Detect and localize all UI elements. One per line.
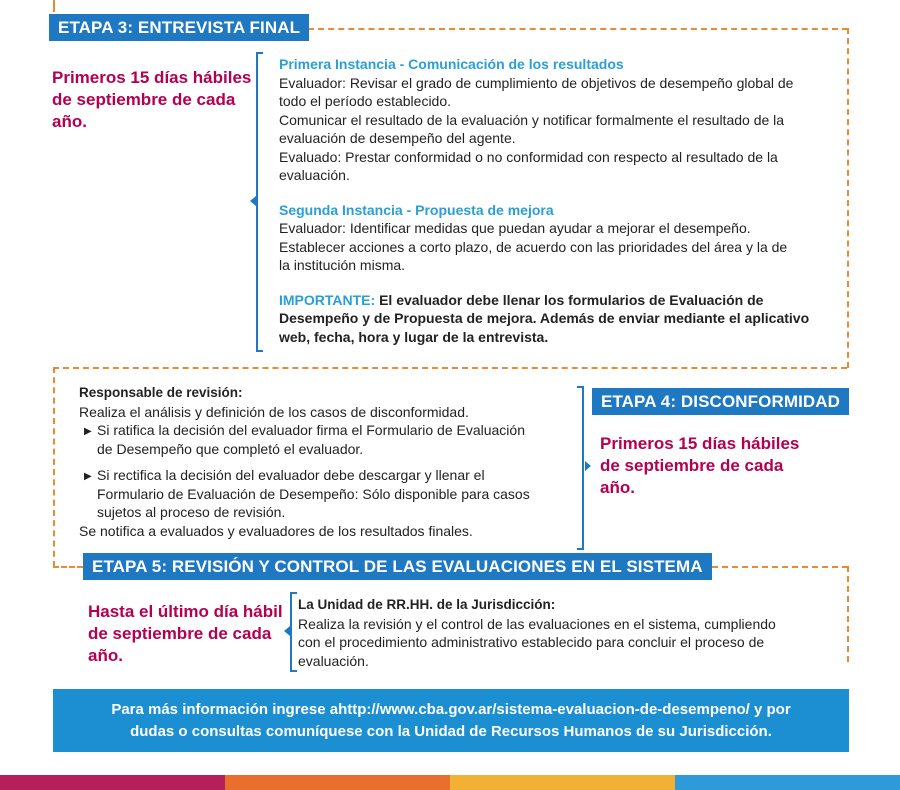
stage5-bracket-arrow [284, 626, 290, 636]
stage3-first-line: evaluación de desempeño del agente. [279, 130, 516, 146]
stage3-second-line: la institución misma. [279, 257, 406, 273]
stage4-responsible: Responsable de revisión: [79, 385, 243, 400]
stage5-period: Hasta el último día hábil de septiembre de cada año. [88, 602, 283, 665]
footer-line: Para más información ingrese ahttp://www.cba.gov.ar/sistema-evaluacion-de-desempeno/ y por [111, 700, 791, 718]
triangle-right-icon: ▶ [84, 426, 92, 437]
stripe-segment [675, 775, 900, 790]
stage3-second-line: Establecer acciones a corto plazo, de acuerdo con las prioridades del área y la de [279, 238, 788, 255]
triangle-right-icon: ▶ [84, 471, 92, 482]
stage3-first-line: evaluación. [279, 167, 350, 183]
stage3-period: Primeros 15 días hábiles de septiembre de cada año. [52, 68, 252, 131]
stage3-important-label: IMPORTANTE: [279, 291, 376, 308]
stage4-intro: Realiza el análisis y definición de los casos de disconformidad. [79, 403, 469, 420]
stage4-closing: Se notifica a evaluados y evaluadores de los resultados finales. [79, 522, 473, 539]
frame-right-stage3 [847, 28, 849, 368]
info-footer [53, 689, 849, 752]
stage3-bracket-arrow [250, 196, 256, 206]
stage3-second-line: Evaluador: Identificar medidas que puedan ayudar a mejorar el desempeño. [279, 220, 751, 236]
stage4-bullet-line: Si ratifica la decisión del evaluador firma el Formulario de Evaluación [97, 422, 525, 438]
stripe-segment [0, 775, 225, 790]
frame-top-stage5 [702, 566, 848, 568]
stage3-first-line: Evaluado: Prestar conformidad o no conformidad con respecto al resultado de la [279, 148, 778, 165]
stage3-first-line: Comunicar el resultado de la evaluación y notificar formalmente el resultado de la [279, 111, 785, 128]
frame-left-top [53, 0, 55, 12]
stage3-first-title: Primera Instancia - Comunicación de los resultados [279, 56, 624, 72]
stage4-period: Primeros 15 días hábiles de septiembre de cada año. [600, 434, 800, 497]
stage4-bullet-line: sujetos al proceso de revisión. [97, 504, 286, 520]
stage4-bullet [79, 466, 579, 522]
frame-left-stage4 [53, 367, 55, 567]
stage3-first-line: Evaluador: Revisar el grado de cumplimiento de objetivos de desempeño global de [279, 74, 794, 91]
stage4-bracket-arrow [585, 461, 591, 471]
frame-bottom-stage4 [53, 566, 83, 568]
frame-mid-divider [53, 367, 847, 369]
stage3-important-line: IMPORTANTE: El evaluador debe llenar los formularios de Evaluación de [279, 291, 764, 308]
stage3-bracket [256, 52, 263, 352]
stage5-badge: ETAPA 5: REVISIÓN Y CONTROL DE LAS EVALUACIONES EN EL SISTEMA [83, 553, 712, 580]
stage4-bullet-line: Formulario de Evaluación de Desempeño: Sólo disponible para casos [97, 485, 530, 502]
stripe-segment [225, 775, 450, 790]
stage3-first-line: todo el período establecido. [279, 93, 452, 109]
stripe-segment [450, 775, 675, 790]
stage4-content [79, 384, 579, 540]
stage5-content [298, 596, 838, 670]
stage3-second-title: Segunda Instancia - Propuesta de mejora [279, 201, 554, 218]
footer-line: dudas o consultas comuníquese con la Unidad de Recursos Humanos de su Jurisdicción. [130, 722, 772, 740]
stage4-bullet-line: de Desempeño que completó el evaluador. [97, 440, 364, 457]
stage3-important-line: Desempeño y de Propuesta de mejora. Además de enviar mediante el aplicativo [279, 310, 810, 326]
stage3-badge: ETAPA 3: ENTREVISTA FINAL [49, 14, 309, 41]
stage5-line: Realiza la revisión y el control de las evaluaciones en el sistema, cumpliendo [298, 615, 776, 632]
stage5-line: con el procedimiento administrativo establecido para concluir el proceso de [298, 634, 765, 650]
stage4-bullet [79, 421, 579, 458]
stage3-important-line: web, fecha, hora y lugar de la entrevista. [279, 328, 549, 345]
stage4-bracket [577, 386, 584, 550]
stage4-badge: ETAPA 4: DISCONFORMIDAD [592, 388, 849, 415]
frame-right-stage5 [847, 566, 849, 662]
frame-top-stage3 [308, 28, 848, 30]
stage5-bracket [290, 592, 297, 672]
stage3-content [279, 55, 839, 346]
stage4-bullet-line: Si rectifica la decisión del evaluador debe descargar y llenar el [97, 467, 485, 483]
stage5-line: evaluación. [298, 652, 369, 669]
stage5-unit: La Unidad de RR.HH. de la Jurisdicción: [298, 597, 556, 612]
